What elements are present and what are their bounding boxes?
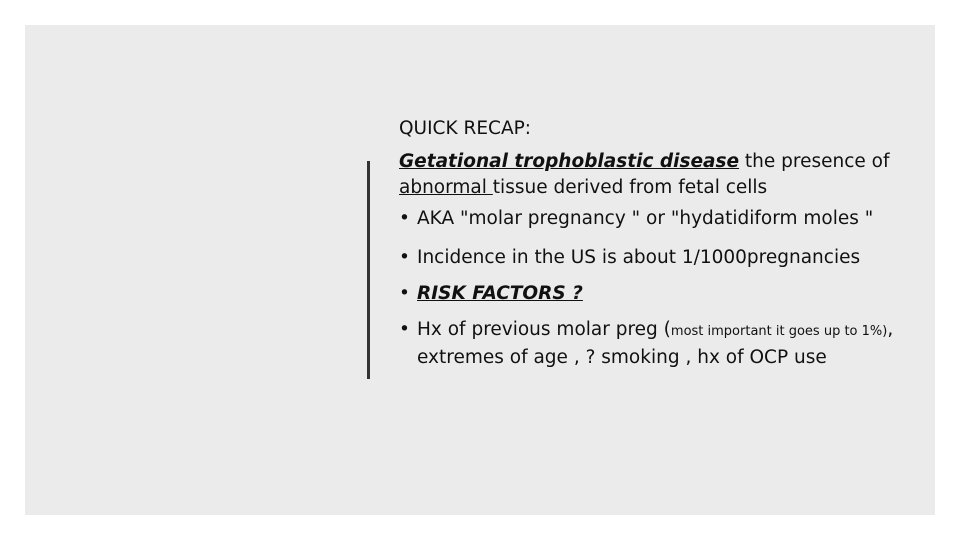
bullet-risk-factors	[399, 281, 899, 307]
bullet-incidence-text: Incidence in the US is about 1/1000pregnancies	[417, 247, 861, 268]
abnormal-word: abnormal	[399, 177, 493, 198]
definition-text-b: tissue derived from fetal cells	[492, 177, 768, 198]
definition-text-a: the presence of	[739, 151, 890, 172]
bullet-dot-icon: •	[399, 208, 410, 229]
bullet-history-text-a: Hx of previous molar preg (	[417, 319, 671, 340]
bullet-history-text-b: , extremes of age , ? smoking , hx of OCP use	[417, 319, 894, 368]
bullet-history-note: most important it goes up to 1%)	[670, 324, 888, 339]
bullet-dot-icon: •	[399, 283, 410, 304]
definition-paragraph	[399, 149, 899, 201]
slide-content	[399, 116, 899, 381]
bullet-aka	[399, 206, 899, 232]
bullet-dot-icon: •	[399, 247, 410, 268]
disease-term: Getational trophoblastic disease	[399, 151, 740, 172]
bullet-risk-factors-text: RISK FACTORS ?	[417, 283, 583, 304]
bullet-list	[399, 206, 899, 371]
bullet-incidence	[399, 245, 899, 271]
accent-bar	[367, 161, 370, 379]
slide-heading: QUICK RECAP:	[399, 118, 531, 139]
bullet-aka-text: AKA "molar pregnancy " or "hydatidiform moles "	[417, 208, 874, 229]
bullet-dot-icon: •	[399, 319, 410, 340]
bullet-history	[399, 317, 899, 371]
